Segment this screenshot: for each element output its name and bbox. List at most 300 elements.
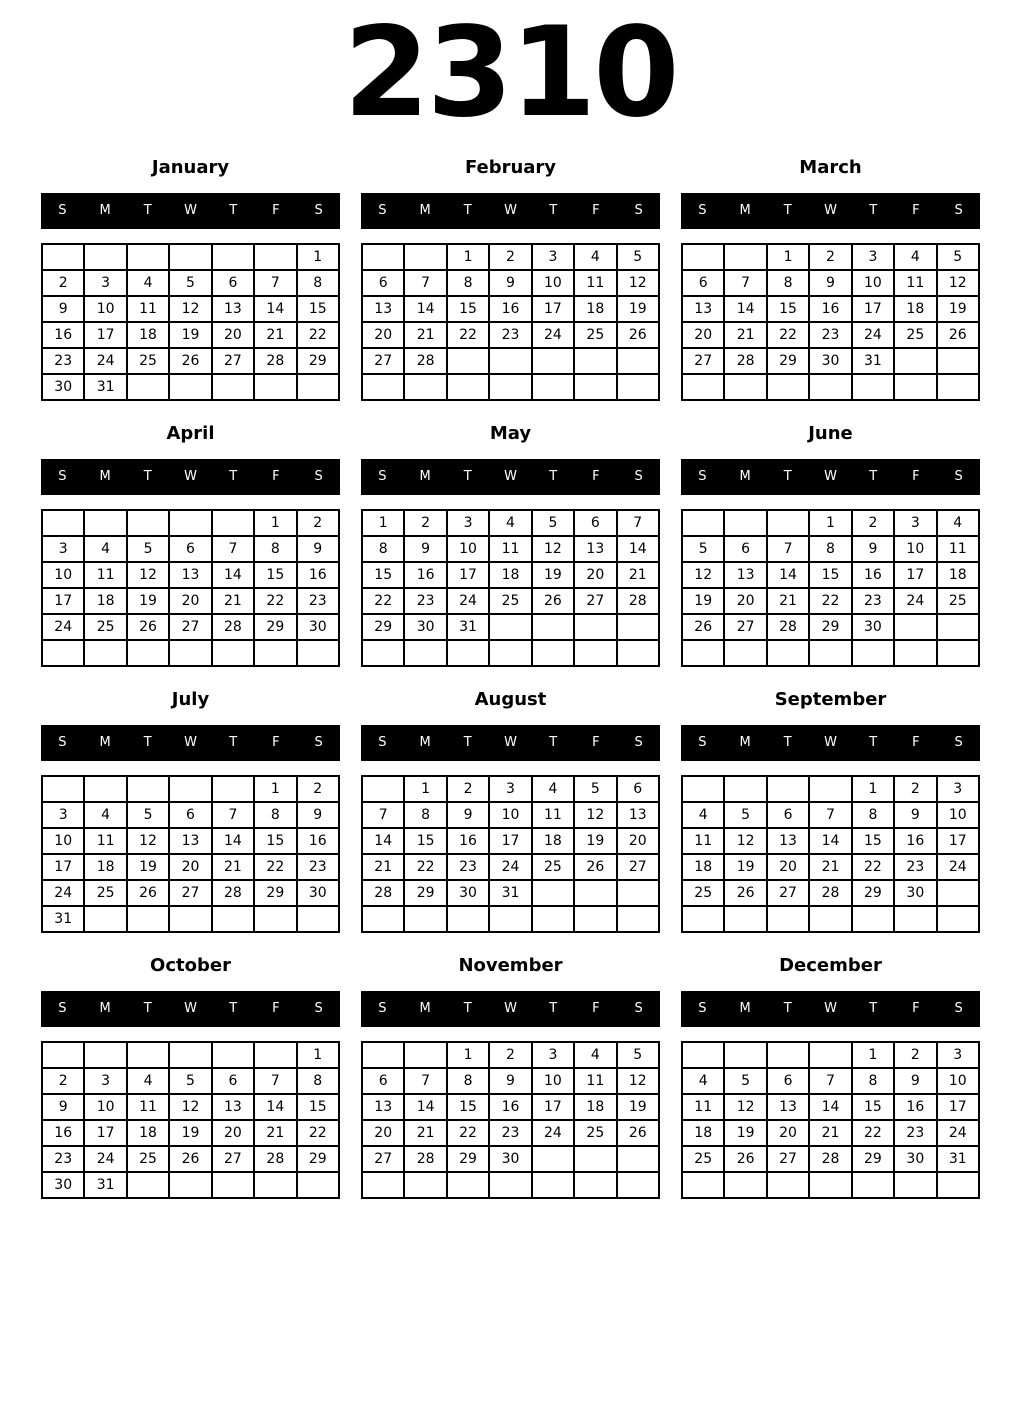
day-cell: 19 [169, 1120, 211, 1146]
day-cell: 6 [212, 1068, 254, 1094]
day-cell: 7 [404, 270, 446, 296]
empty-cell [404, 1172, 446, 1198]
week-row [362, 270, 659, 296]
empty-cell [447, 640, 489, 666]
day-cell: 3 [84, 270, 126, 296]
day-cell: 18 [532, 828, 574, 854]
day-cell: 9 [894, 1068, 936, 1094]
weekday-label: S [378, 203, 387, 219]
day-cell: 10 [447, 536, 489, 562]
empty-cell [169, 640, 211, 666]
weekday-label: S [954, 1001, 963, 1017]
day-cell: 10 [532, 1068, 574, 1094]
week-row [362, 906, 659, 932]
day-cell: 6 [169, 802, 211, 828]
empty-cell [767, 640, 809, 666]
empty-cell [362, 640, 404, 666]
day-cell: 9 [42, 1094, 84, 1120]
day-cell: 19 [724, 854, 766, 880]
empty-cell [937, 640, 979, 666]
weekday-label: T [463, 1001, 472, 1017]
day-cell: 5 [127, 536, 169, 562]
day-cell: 16 [447, 828, 489, 854]
day-cell: 25 [532, 854, 574, 880]
date-grid [361, 1041, 660, 1199]
week-row [682, 322, 979, 348]
empty-cell [617, 348, 659, 374]
day-cell: 22 [852, 854, 894, 880]
empty-cell [532, 374, 574, 400]
month-november [361, 955, 660, 1199]
day-cell: 15 [852, 828, 894, 854]
empty-cell [682, 1172, 724, 1198]
day-cell: 6 [169, 536, 211, 562]
empty-cell [404, 244, 446, 270]
week-row [42, 1042, 339, 1068]
empty-cell [682, 640, 724, 666]
day-cell: 10 [532, 270, 574, 296]
day-cell: 25 [574, 1120, 616, 1146]
day-cell: 25 [127, 348, 169, 374]
day-cell: 24 [532, 1120, 574, 1146]
weekday-label: W [504, 203, 517, 219]
empty-cell [532, 1172, 574, 1198]
day-cell: 6 [362, 270, 404, 296]
day-cell: 1 [297, 1042, 339, 1068]
weekday-label: F [912, 1001, 920, 1017]
day-cell: 27 [767, 1146, 809, 1172]
month-july [41, 689, 340, 933]
day-cell: 28 [617, 588, 659, 614]
day-cell: 21 [767, 588, 809, 614]
weekday-label: T [143, 735, 152, 751]
month-title: September [774, 688, 887, 710]
week-row [362, 1146, 659, 1172]
day-cell: 23 [894, 854, 936, 880]
day-cell: 16 [297, 828, 339, 854]
day-cell: 1 [254, 776, 296, 802]
day-cell: 25 [937, 588, 979, 614]
empty-cell [724, 1172, 766, 1198]
weekday-header [681, 725, 980, 761]
week-row [362, 1068, 659, 1094]
day-cell: 6 [617, 776, 659, 802]
empty-cell [682, 1042, 724, 1068]
week-row [682, 1068, 979, 1094]
day-cell: 21 [809, 854, 851, 880]
empty-cell [362, 776, 404, 802]
day-cell: 4 [532, 776, 574, 802]
day-cell: 7 [362, 802, 404, 828]
day-cell: 2 [447, 776, 489, 802]
weekday-label: M [99, 735, 111, 751]
day-cell: 27 [169, 614, 211, 640]
day-cell: 24 [84, 1146, 126, 1172]
month-january [41, 157, 340, 401]
day-cell: 11 [84, 828, 126, 854]
empty-cell [212, 244, 254, 270]
week-row [682, 270, 979, 296]
day-cell: 4 [937, 510, 979, 536]
empty-cell [574, 640, 616, 666]
day-cell: 12 [127, 828, 169, 854]
day-cell: 8 [254, 802, 296, 828]
week-row [42, 1172, 339, 1198]
day-cell: 14 [404, 296, 446, 322]
empty-cell [169, 374, 211, 400]
week-row [682, 614, 979, 640]
day-cell: 11 [574, 1068, 616, 1094]
week-row [682, 588, 979, 614]
day-cell: 1 [852, 776, 894, 802]
empty-cell [254, 1172, 296, 1198]
day-cell: 14 [254, 1094, 296, 1120]
week-row [42, 1068, 339, 1094]
weekday-label: W [504, 1001, 517, 1017]
month-title: February [464, 156, 557, 178]
day-cell: 30 [447, 880, 489, 906]
day-cell: 18 [937, 562, 979, 588]
day-cell: 2 [809, 244, 851, 270]
day-cell: 21 [724, 322, 766, 348]
day-cell: 16 [42, 1120, 84, 1146]
weekday-label: T [783, 469, 792, 485]
empty-cell [127, 374, 169, 400]
day-cell: 23 [297, 854, 339, 880]
day-cell: 5 [724, 1068, 766, 1094]
day-cell: 19 [127, 588, 169, 614]
day-cell: 22 [447, 1120, 489, 1146]
weekday-label: F [912, 469, 920, 485]
day-cell: 15 [254, 828, 296, 854]
empty-cell [724, 1042, 766, 1068]
weekday-label: T [783, 203, 792, 219]
empty-cell [84, 776, 126, 802]
day-cell: 22 [404, 854, 446, 880]
empty-cell [767, 510, 809, 536]
empty-cell [574, 1146, 616, 1172]
empty-cell [809, 906, 851, 932]
weekday-label: W [504, 469, 517, 485]
day-cell: 19 [169, 322, 211, 348]
day-cell: 24 [937, 1120, 979, 1146]
weekday-label: T [549, 203, 558, 219]
empty-cell [362, 906, 404, 932]
day-cell: 6 [682, 270, 724, 296]
day-cell: 5 [617, 1042, 659, 1068]
weekday-label: W [184, 1001, 197, 1017]
day-cell: 30 [894, 880, 936, 906]
day-cell: 12 [937, 270, 979, 296]
day-cell: 10 [42, 562, 84, 588]
day-cell: 6 [767, 1068, 809, 1094]
day-cell: 10 [937, 802, 979, 828]
date-grid [41, 775, 340, 933]
week-row [42, 510, 339, 536]
day-cell: 6 [767, 802, 809, 828]
weekday-label: S [954, 735, 963, 751]
day-cell: 21 [404, 1120, 446, 1146]
empty-cell [724, 640, 766, 666]
day-cell: 9 [852, 536, 894, 562]
day-cell: 22 [297, 322, 339, 348]
weekday-label: M [419, 469, 431, 485]
day-cell: 25 [574, 322, 616, 348]
week-row [682, 1120, 979, 1146]
empty-cell [447, 348, 489, 374]
day-cell: 18 [574, 296, 616, 322]
weekday-label: F [272, 1001, 280, 1017]
day-cell: 8 [852, 802, 894, 828]
month-title: August [474, 688, 547, 710]
day-cell: 18 [127, 322, 169, 348]
empty-cell [297, 640, 339, 666]
year-title: 2310 [343, 1, 677, 145]
day-cell: 3 [42, 802, 84, 828]
day-cell: 23 [297, 588, 339, 614]
empty-cell [254, 1042, 296, 1068]
day-cell: 12 [532, 536, 574, 562]
weekday-label: F [592, 1001, 600, 1017]
day-cell: 9 [809, 270, 851, 296]
weekday-label: M [99, 203, 111, 219]
day-cell: 10 [84, 1094, 126, 1120]
day-cell: 4 [682, 1068, 724, 1094]
date-grid [681, 775, 980, 933]
weekday-label: W [824, 469, 837, 485]
day-cell: 19 [937, 296, 979, 322]
day-cell: 23 [809, 322, 851, 348]
day-cell: 12 [169, 1094, 211, 1120]
weekday-label: T [783, 1001, 792, 1017]
day-cell: 2 [489, 244, 531, 270]
empty-cell [404, 640, 446, 666]
empty-cell [447, 374, 489, 400]
day-cell: 19 [127, 854, 169, 880]
day-cell: 7 [809, 802, 851, 828]
empty-cell [767, 906, 809, 932]
day-cell: 26 [617, 322, 659, 348]
week-row [682, 1172, 979, 1198]
weekday-label: S [634, 469, 643, 485]
empty-cell [297, 906, 339, 932]
empty-cell [84, 1042, 126, 1068]
day-cell: 3 [42, 536, 84, 562]
day-cell: 7 [212, 802, 254, 828]
week-row [682, 776, 979, 802]
day-cell: 17 [489, 828, 531, 854]
day-cell: 24 [447, 588, 489, 614]
day-cell: 21 [404, 322, 446, 348]
day-cell: 29 [447, 1146, 489, 1172]
day-cell: 7 [767, 536, 809, 562]
day-cell: 27 [362, 1146, 404, 1172]
week-row [42, 906, 339, 932]
week-row [42, 640, 339, 666]
day-cell: 23 [894, 1120, 936, 1146]
empty-cell [447, 906, 489, 932]
day-cell: 19 [724, 1120, 766, 1146]
day-cell: 1 [809, 510, 851, 536]
weekday-label: T [229, 735, 238, 751]
week-row [362, 374, 659, 400]
empty-cell [169, 1172, 211, 1198]
day-cell: 28 [809, 880, 851, 906]
day-cell: 4 [574, 1042, 616, 1068]
day-cell: 5 [937, 244, 979, 270]
day-cell: 16 [894, 828, 936, 854]
day-cell: 3 [937, 776, 979, 802]
day-cell: 13 [767, 828, 809, 854]
day-cell: 28 [254, 1146, 296, 1172]
weekday-label: S [698, 203, 707, 219]
day-cell: 19 [617, 1094, 659, 1120]
day-cell: 22 [254, 588, 296, 614]
empty-cell [724, 510, 766, 536]
empty-cell [127, 244, 169, 270]
week-row [682, 348, 979, 374]
empty-cell [127, 1172, 169, 1198]
empty-cell [404, 906, 446, 932]
day-cell: 11 [937, 536, 979, 562]
day-cell: 13 [212, 1094, 254, 1120]
day-cell: 16 [852, 562, 894, 588]
empty-cell [894, 906, 936, 932]
empty-cell [362, 1172, 404, 1198]
week-row [682, 536, 979, 562]
day-cell: 13 [767, 1094, 809, 1120]
day-cell: 10 [84, 296, 126, 322]
empty-cell [809, 374, 851, 400]
day-cell: 25 [682, 880, 724, 906]
day-cell: 11 [682, 828, 724, 854]
month-december [681, 955, 980, 1199]
empty-cell [212, 1172, 254, 1198]
day-cell: 11 [127, 296, 169, 322]
day-cell: 28 [212, 614, 254, 640]
day-cell: 18 [84, 854, 126, 880]
week-row [42, 296, 339, 322]
weekday-label: S [378, 735, 387, 751]
empty-cell [212, 510, 254, 536]
day-cell: 17 [42, 854, 84, 880]
day-cell: 27 [169, 880, 211, 906]
empty-cell [169, 510, 211, 536]
day-cell: 7 [617, 510, 659, 536]
weekday-header [361, 991, 660, 1027]
empty-cell [362, 244, 404, 270]
day-cell: 18 [894, 296, 936, 322]
day-cell: 9 [297, 536, 339, 562]
date-grid [41, 243, 340, 401]
empty-cell [617, 880, 659, 906]
empty-cell [937, 374, 979, 400]
weekday-label: S [954, 203, 963, 219]
empty-cell [447, 1172, 489, 1198]
day-cell: 17 [42, 588, 84, 614]
day-cell: 23 [489, 322, 531, 348]
weekday-label: T [463, 203, 472, 219]
day-cell: 14 [809, 1094, 851, 1120]
day-cell: 4 [574, 244, 616, 270]
month-title: March [799, 156, 862, 178]
weekday-label: W [824, 203, 837, 219]
day-cell: 30 [42, 1172, 84, 1198]
day-cell: 19 [617, 296, 659, 322]
month-may [361, 423, 660, 667]
week-row [362, 588, 659, 614]
day-cell: 12 [724, 828, 766, 854]
empty-cell [489, 906, 531, 932]
day-cell: 30 [852, 614, 894, 640]
day-cell: 1 [297, 244, 339, 270]
day-cell: 19 [532, 562, 574, 588]
weekday-label: T [549, 469, 558, 485]
weekday-label: T [143, 203, 152, 219]
day-cell: 7 [254, 270, 296, 296]
empty-cell [809, 1042, 851, 1068]
day-cell: 24 [937, 854, 979, 880]
day-cell: 28 [212, 880, 254, 906]
day-cell: 14 [254, 296, 296, 322]
day-cell: 12 [682, 562, 724, 588]
empty-cell [682, 244, 724, 270]
day-cell: 27 [212, 1146, 254, 1172]
day-cell: 14 [767, 562, 809, 588]
day-cell: 14 [809, 828, 851, 854]
empty-cell [574, 614, 616, 640]
empty-cell [42, 776, 84, 802]
empty-cell [84, 906, 126, 932]
date-grid [361, 243, 660, 401]
weekday-header [361, 459, 660, 495]
empty-cell [532, 906, 574, 932]
day-cell: 22 [362, 588, 404, 614]
empty-cell [254, 640, 296, 666]
empty-cell [42, 1042, 84, 1068]
day-cell: 28 [809, 1146, 851, 1172]
weekday-label: M [419, 735, 431, 751]
day-cell: 20 [212, 322, 254, 348]
day-cell: 9 [42, 296, 84, 322]
day-cell: 16 [489, 296, 531, 322]
day-cell: 3 [447, 510, 489, 536]
day-cell: 30 [894, 1146, 936, 1172]
week-row [362, 1172, 659, 1198]
day-cell: 23 [42, 348, 84, 374]
day-cell: 2 [489, 1042, 531, 1068]
day-cell: 5 [169, 1068, 211, 1094]
week-row [42, 1094, 339, 1120]
day-cell: 26 [617, 1120, 659, 1146]
weekday-label: M [419, 203, 431, 219]
date-grid [681, 243, 980, 401]
empty-cell [809, 1172, 851, 1198]
day-cell: 26 [937, 322, 979, 348]
empty-cell [404, 374, 446, 400]
day-cell: 10 [42, 828, 84, 854]
day-cell: 26 [127, 880, 169, 906]
empty-cell [532, 1146, 574, 1172]
day-cell: 21 [362, 854, 404, 880]
date-grid [41, 1041, 340, 1199]
day-cell: 11 [682, 1094, 724, 1120]
weekday-header [361, 725, 660, 761]
empty-cell [127, 640, 169, 666]
empty-cell [574, 348, 616, 374]
day-cell: 1 [254, 510, 296, 536]
empty-cell [574, 906, 616, 932]
